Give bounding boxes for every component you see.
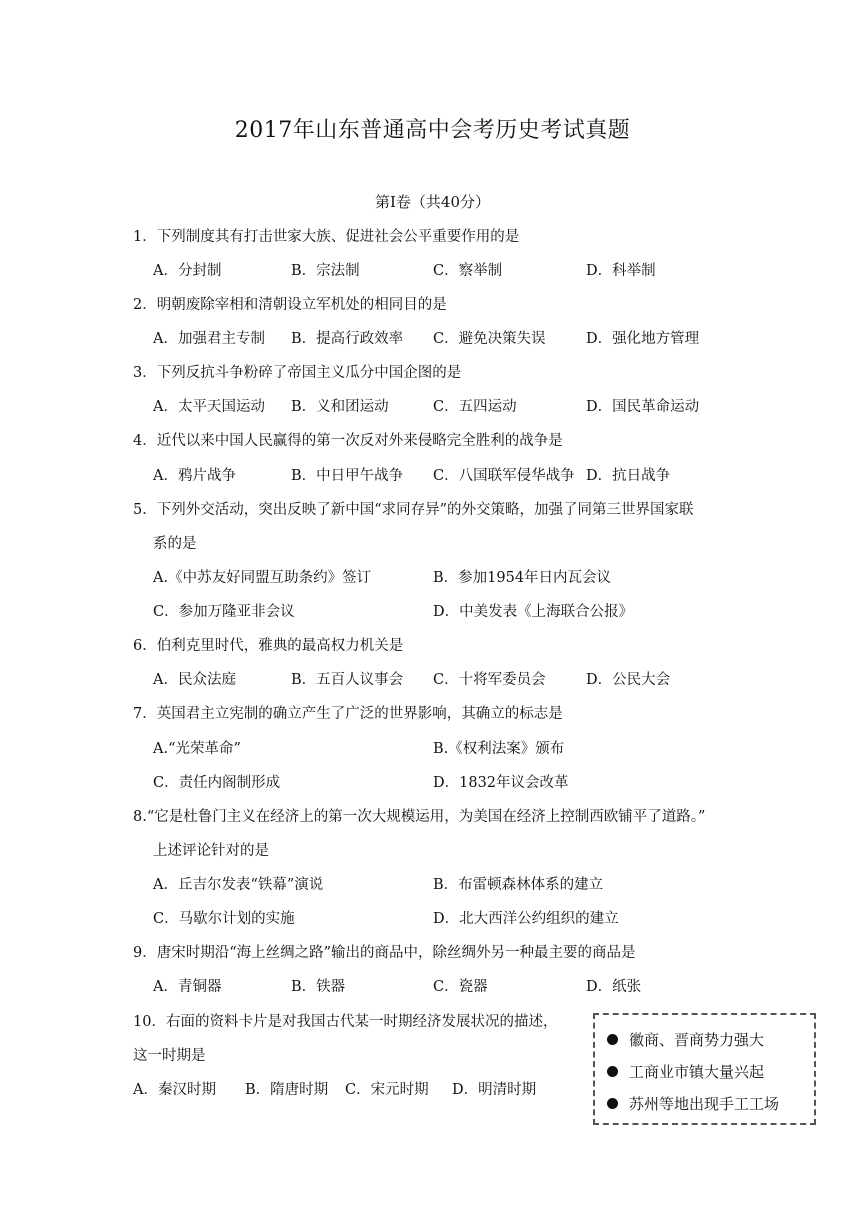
- card-item-text: 徽商、晋商势力强大: [629, 1031, 765, 1049]
- bullet-icon: [607, 1066, 618, 1077]
- q6-option-a: A．民众法庭: [153, 672, 236, 688]
- q5-option-b: B．参加1954年日内瓦会议: [433, 570, 612, 586]
- q6-option-d: D．公民大会: [586, 672, 671, 688]
- q7-option-c: C．责任内阁制形成: [153, 775, 281, 791]
- question-3-stem: 3．下列反抗斗争粉碎了帝国主义瓜分中国企图的是: [133, 365, 462, 381]
- q2-option-d: D．强化地方管理: [586, 331, 700, 347]
- card-item-3: [607, 1093, 779, 1114]
- q7-option-a: A.“光荣革命”: [153, 741, 241, 757]
- q1-option-d: D．科举制: [586, 263, 656, 279]
- q1-option-b: B．宗法制: [291, 263, 360, 279]
- q1-option-c: C．察举制: [433, 263, 503, 279]
- q9-option-c: C．瓷器: [433, 979, 488, 995]
- q10-option-a: A．秦汉时期: [133, 1082, 216, 1098]
- question-9-stem: 9．唐宋时期沿“海上丝绸之路”输出的商品中，除丝绸外另一种最主要的商品是: [133, 945, 636, 961]
- q4-option-b: B．中日甲午战争: [291, 468, 404, 484]
- q1-option-a: A．分封制: [153, 263, 222, 279]
- q5-option-a: A.《中苏友好同盟互助条约》签订: [153, 570, 372, 586]
- q2-option-a: A．加强君主专制: [153, 331, 265, 347]
- info-card: [593, 1013, 816, 1125]
- q8-option-c: C．马歇尔计划的实施: [153, 911, 295, 927]
- question-7-stem: 7．英国君主立宪制的确立产生了广泛的世界影响，其确立的标志是: [133, 706, 563, 722]
- q3-option-c: C．五四运动: [433, 399, 517, 415]
- q8-option-d: D．北大西洋公约组织的建立: [433, 911, 619, 927]
- q4-option-d: D．抗日战争: [586, 468, 671, 484]
- bullet-icon: [607, 1098, 618, 1109]
- q9-option-d: D．纸张: [586, 979, 642, 995]
- card-item-2: [607, 1061, 764, 1082]
- q5-option-c: C．参加万隆亚非会议: [153, 604, 295, 620]
- page-title: 2017年山东普通高中会考历史考试真题: [234, 118, 631, 143]
- q5-option-d: D．中美发表《上海联合公报》: [433, 604, 634, 620]
- bullet-icon: [607, 1034, 618, 1045]
- question-4-stem: 4．近代以来中国人民赢得的第一次反对外来侵略完全胜利的战争是: [133, 433, 563, 449]
- question-8-stem: 8.“它是杜鲁门主义在经济上的第一次大规模运用，为美国在经济上控制西欧铺平了道路。”: [133, 809, 706, 825]
- q7-option-d: D．1832年议会改革: [433, 775, 569, 791]
- q2-option-b: B．提高行政效率: [291, 331, 404, 347]
- q6-option-b: B．五百人议事会: [291, 672, 404, 688]
- q7-option-b: B.《权利法案》颁布: [433, 741, 565, 757]
- q10-option-c: C．宋元时期: [345, 1082, 429, 1098]
- q2-option-c: C．避免决策失误: [433, 331, 546, 347]
- q9-option-b: B．铁器: [291, 979, 346, 995]
- q3-option-d: D．国民革命运动: [586, 399, 700, 415]
- question-2-stem: 2．明朝废除宰相和清朝设立军机处的相同目的是: [133, 297, 447, 313]
- question-6-stem: 6．伯利克里时代，雅典的最高权力机关是: [133, 638, 404, 654]
- q4-option-a: A．鸦片战争: [153, 468, 236, 484]
- card-item-text: 苏州等地出现手工工场: [629, 1095, 780, 1113]
- q9-option-a: A．青铜器: [153, 979, 222, 995]
- question-8-stem-cont: 上述评论针对的是: [153, 843, 269, 859]
- q10-option-d: D．明清时期: [452, 1082, 537, 1098]
- q3-option-a: A．太平天国运动: [153, 399, 265, 415]
- question-1-stem: 1．下列制度其有打击世家大族、促进社会公平重要作用的是: [133, 229, 520, 245]
- q4-option-c: C．八国联军侵华战争: [433, 468, 575, 484]
- card-item-1: [607, 1029, 764, 1050]
- q8-option-a: A．丘吉尔发表“铁幕”演说: [153, 877, 324, 893]
- question-5-stem-cont: 系的是: [153, 536, 197, 552]
- question-10-stem-cont: 这一时期是: [133, 1048, 206, 1064]
- q8-option-b: B．布雷顿森林体系的建立: [433, 877, 604, 893]
- section-heading: 第Ⅰ卷（共40分）: [374, 193, 490, 211]
- q3-option-b: B．义和团运动: [291, 399, 389, 415]
- q10-option-b: B．隋唐时期: [245, 1082, 329, 1098]
- question-5-stem: 5．下列外交活动，突出反映了新中国“求同存异”的外交策略，加强了同第三世界国家联: [133, 502, 694, 518]
- card-item-text: 工商业市镇大量兴起: [629, 1063, 765, 1081]
- q6-option-c: C．十将军委员会: [433, 672, 546, 688]
- question-10-stem: 10．右面的资料卡片是对我国古代某一时期经济发展状况的描述，: [133, 1014, 558, 1030]
